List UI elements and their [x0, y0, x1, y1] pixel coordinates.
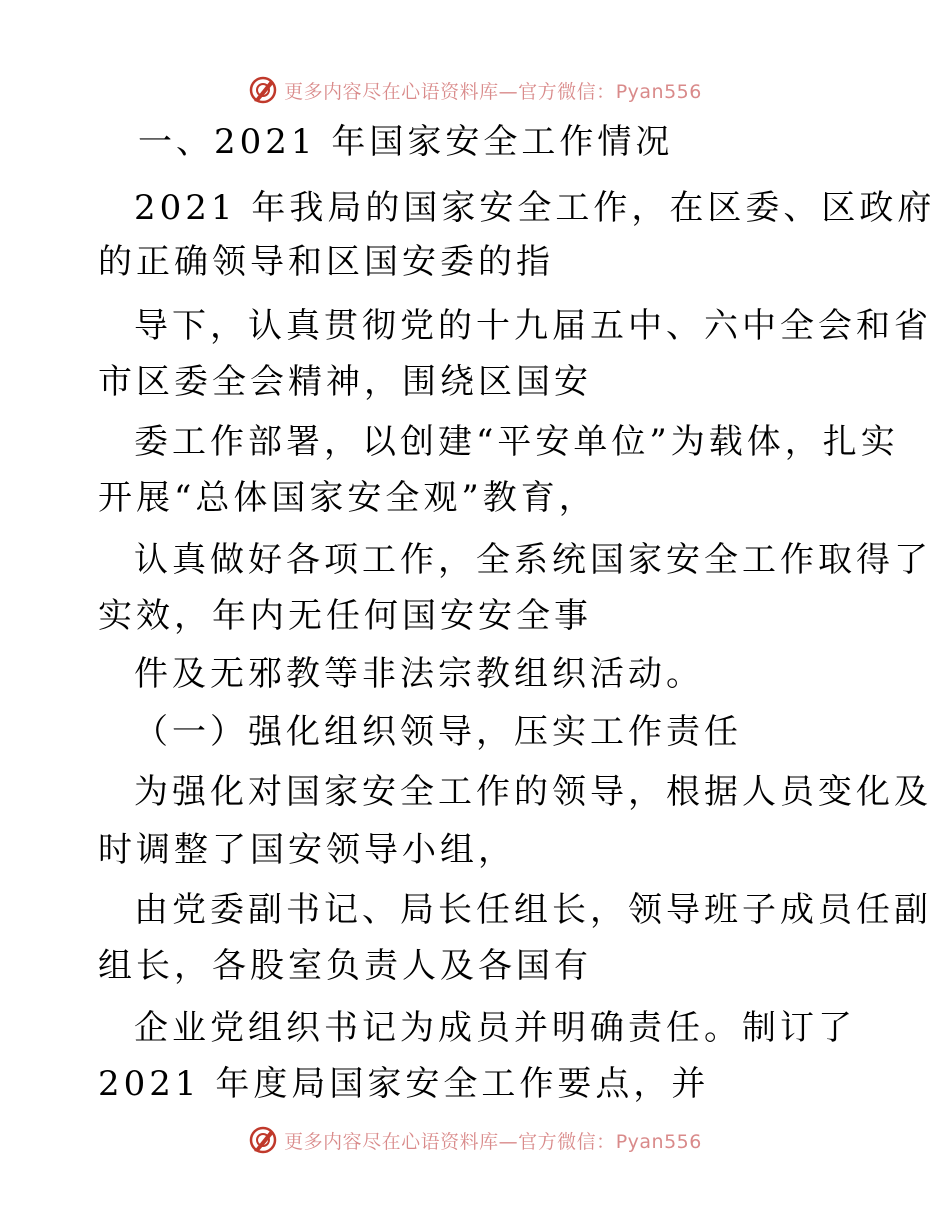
paragraph-line: 开展“总体国家安全观”教育， [98, 478, 597, 518]
quill-logo-icon [248, 1125, 278, 1155]
watermark-wechat-id: Pyan556 [615, 1130, 702, 1153]
paragraph-line: 为强化对国家安全工作的领导，根据人员变化及 [134, 772, 932, 812]
subsection-heading: （一）强化组织领导，压实工作责任 [134, 712, 742, 752]
watermark-separator: —官方微信： [498, 1130, 616, 1153]
footer-watermark [0, 1122, 950, 1158]
paragraph-line: 认真做好各项工作，全系统国家安全工作取得了 [134, 540, 932, 580]
paragraph-line: 的正确领导和区国安委的指 [98, 242, 554, 282]
watermark-main: 更多内容尽在心语资料库 [284, 80, 499, 103]
paragraph-line: 2021 年我局的国家安全工作，在区委、区政府 [134, 188, 936, 228]
paragraph-line: 件及无邪教等非法宗教组织活动。 [134, 654, 704, 694]
watermark-text [284, 77, 702, 104]
quill-logo-icon [248, 75, 278, 105]
paragraph-line: 市区委全会精神，围绕区国安 [98, 362, 592, 402]
paragraph-line: 2021 年度局国家安全工作要点，并 [98, 1064, 710, 1104]
paragraph-line: 时调整了国安领导小组， [98, 830, 516, 870]
watermark-wechat-id: Pyan556 [615, 80, 702, 103]
section-heading: 一、2021 年国家安全工作情况 [138, 122, 674, 162]
paragraph-line: 企业党组织书记为成员并明确责任。制订了 [134, 1008, 856, 1048]
paragraph-line: 导下，认真贯彻党的十九届五中、六中全会和省 [134, 306, 932, 346]
paragraph-line: 由党委副书记、局长任组长，领导班子成员任副 [134, 890, 932, 930]
watermark-text [284, 1127, 702, 1154]
watermark-main: 更多内容尽在心语资料库 [284, 1130, 499, 1153]
paragraph-line: 委工作部署，以创建“平安单位”为载体，扎实 [134, 422, 899, 462]
paragraph-line: 组长，各股室负责人及各国有 [98, 946, 592, 986]
header-watermark [0, 72, 950, 108]
watermark-separator: —官方微信： [498, 80, 616, 103]
paragraph-line: 实效，年内无任何国安安全事 [98, 596, 592, 636]
